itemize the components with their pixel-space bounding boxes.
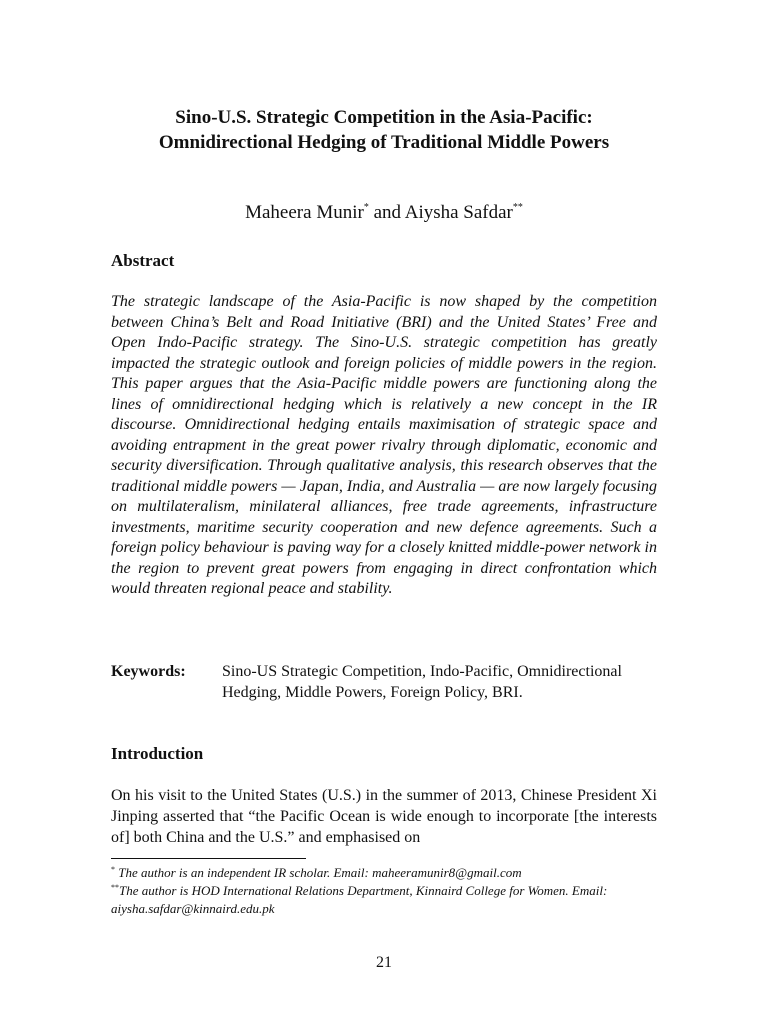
paper-title [100,105,668,155]
author-1-name: Maheera Munir [245,202,364,223]
abstract-heading: Abstract [111,251,175,270]
page-number: 21 [376,954,392,971]
author-2-mark: ** [512,202,523,213]
footnote-divider [111,858,306,859]
author-line [100,201,668,225]
footnotes [111,864,657,918]
footnote-2-text: The author is HOD International Relations Department, Kinnaird College for Women. Email: aiysha.safdar@kinnaird.edu.pk [111,883,608,916]
author-2-name: Aiysha Safdar [404,202,513,223]
footnote-2 [111,882,657,918]
title-line-2: Omnidirectional Hedging of Traditional Middle Powers [158,132,610,153]
footnote-1-text: The author is an independent IR scholar. Email: maheeramunir8@gmail.com [115,865,522,880]
introduction-heading: Introduction [111,744,204,763]
keywords-text: Sino-US Strategic Competition, Indo-Pacific, Omnidirectional Hedging, Middle Powers, Foreign Policy, BRI. [222,663,622,701]
title-line-1: Sino-U.S. Strategic Competition in the Asia-Pacific: [175,107,593,128]
keywords-label: Keywords: [111,663,186,680]
footnote-2-mark: ** [111,883,119,892]
author-1-mark: * [363,202,369,213]
footnote-1-mark: * [111,865,115,874]
abstract-text: The strategic landscape of the Asia-Pacific is now shaped by the competition between China’s Belt and Road Initiative (BRI) and the United States’ Free and Open Indo-Pacific strategy. The Sino-U.S. strategic competition has greatly impacted the strategic outlook and foreign policies of middle powers in the region. This paper argues that the Asia-Pacific middle powers are functioning along the lines of omnidirectional hedging which is relatively a new concept in the IR discourse. Omnidirectional hedging entails maximisation of strategic space and avoiding entrapment in the great power rivalry through diplomatic, economic and security diversification. Through qualitative analysis, this research observes that the traditional middle powers — Japan, India, and Australia — are now largely focusing on multilateralism, minilateral alliances, free trade agreements, infrastructure investments, maritime security cooperation and new defence agreements. Such a foreign policy behaviour is paving way for a closely knitted middle-power network in the region to prevent great powers from engaging in direct confrontation which would threaten regional peace and stability. [111,293,657,597]
introduction-text: On his visit to the United States (U.S.) in the summer of 2013, Chinese President Xi Jinping asserted that “the Pacific Ocean is wide enough to incorporate [the interests of] both China and the U.S.” and emphasised on [111,787,657,846]
keywords-block [111,661,657,703]
author-conjunction: and [368,202,405,223]
footnote-1 [111,864,657,882]
